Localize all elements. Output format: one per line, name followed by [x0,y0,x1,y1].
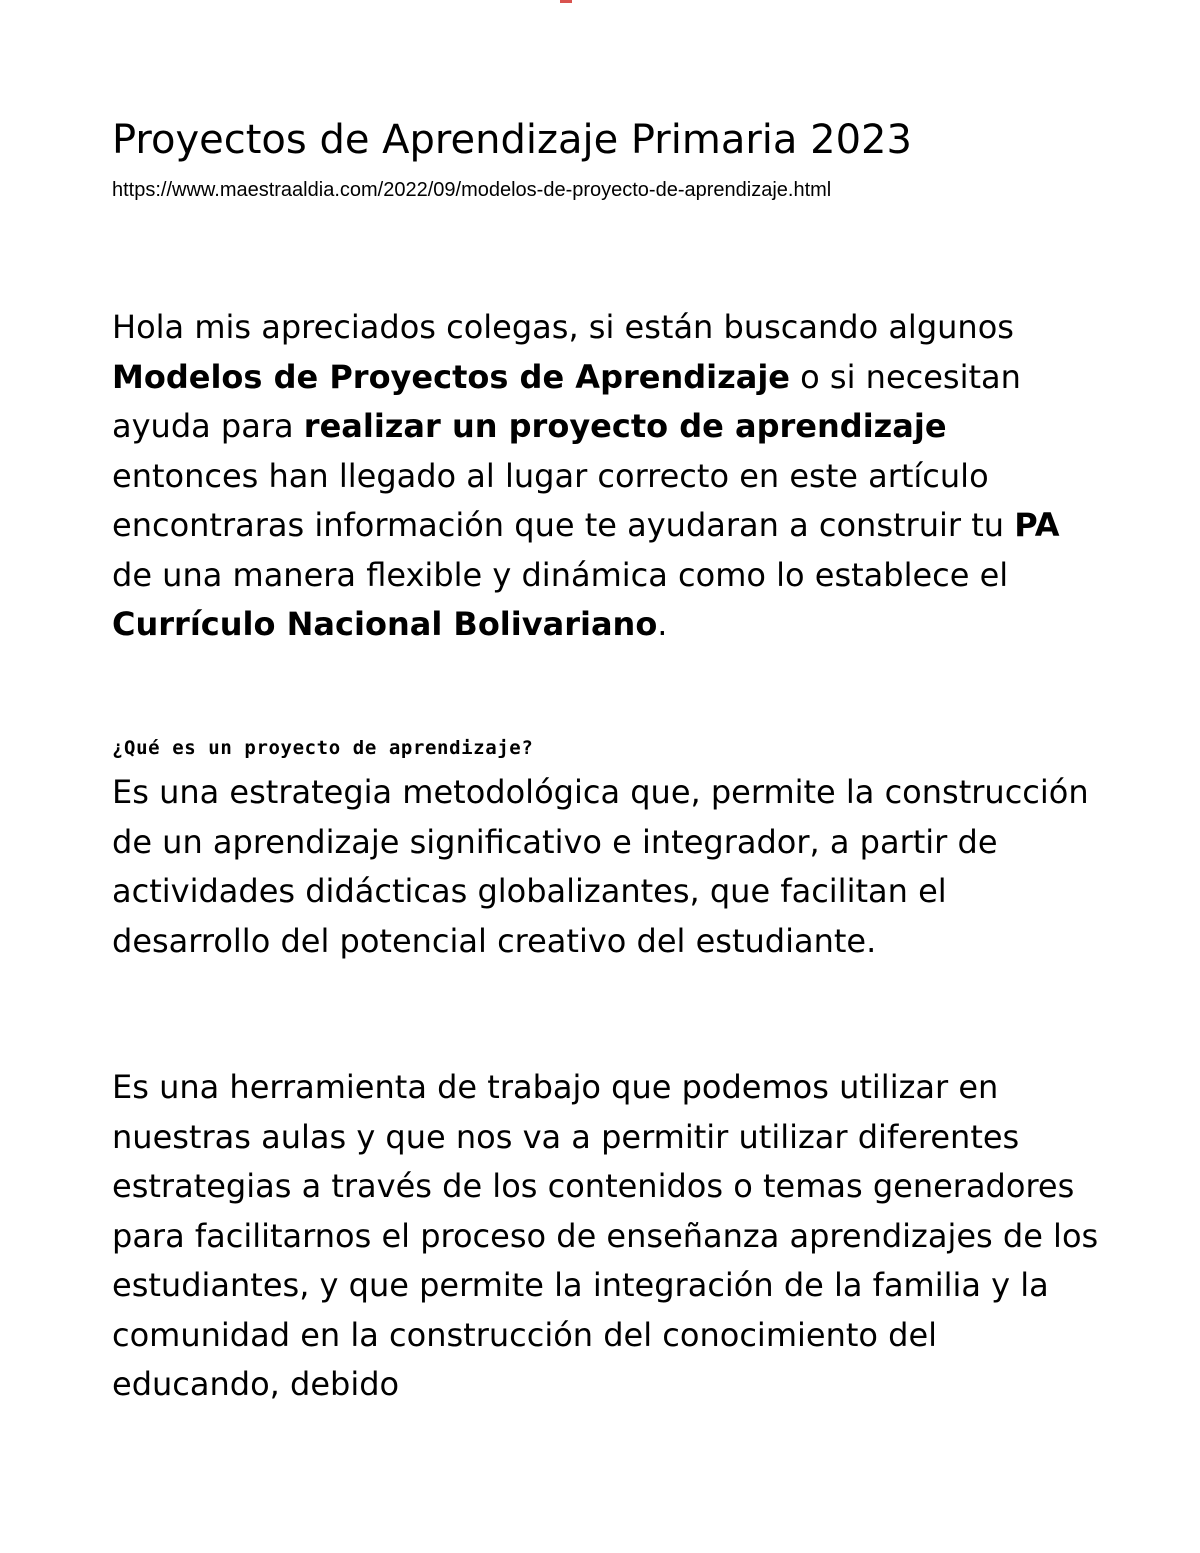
intro-text-3: entonces han llegado al lugar correcto en este artículo encontraras información que te ayudaran a construir tu [112,456,1015,544]
source-url: https://www.maestraaldia.com/2022/09/modelos-de-proyecto-de-aprendizaje.html [112,179,832,201]
intro-bold-curriculum: Currículo Nacional Bolivariano [112,605,658,643]
intro-text-4: de una manera flexible y dinámica como lo establece el [112,555,1009,594]
definition-paragraph: Es una estrategia metodológica que, permite la construcción de un aprendizaje significativo e integrador, a partir de actividades didácticas globalizantes, que facilitan el desarrollo del potencial creativo del estudiante. [112,773,1089,960]
intro-bold-pa: PA [1014,506,1060,544]
intro-text-5: . [657,605,668,643]
intro-paragraph [112,303,1102,650]
question-heading: ¿Qué es un proyecto de aprendizaje? [112,737,534,759]
intro-text-2: o si necesitan ayuda para [112,357,1021,445]
intro-bold-realize-project: realizar un proyecto de aprendizaje [303,407,947,445]
intro-text-1: Hola mis apreciados colegas, si están buscando algunos [112,308,1014,346]
document-title: Proyectos de Aprendizaje Primaria 2023 [112,117,912,163]
top-edge-mark [560,0,572,3]
intro-bold-models: Modelos de Proyectos de Aprendizaje [112,357,790,396]
tool-paragraph: Es una herramienta de trabajo que podemos utilizar en nuestras aulas y que nos va a permitir utilizar diferentes estrategias a través de los contenidos o temas generadores para facilitarnos el proceso de enseñanza aprendizajes de los estudiantes, y que permite la integración de la familia y la comunidad en la construcción del conocimiento del educando, debido [112,1068,1099,1403]
